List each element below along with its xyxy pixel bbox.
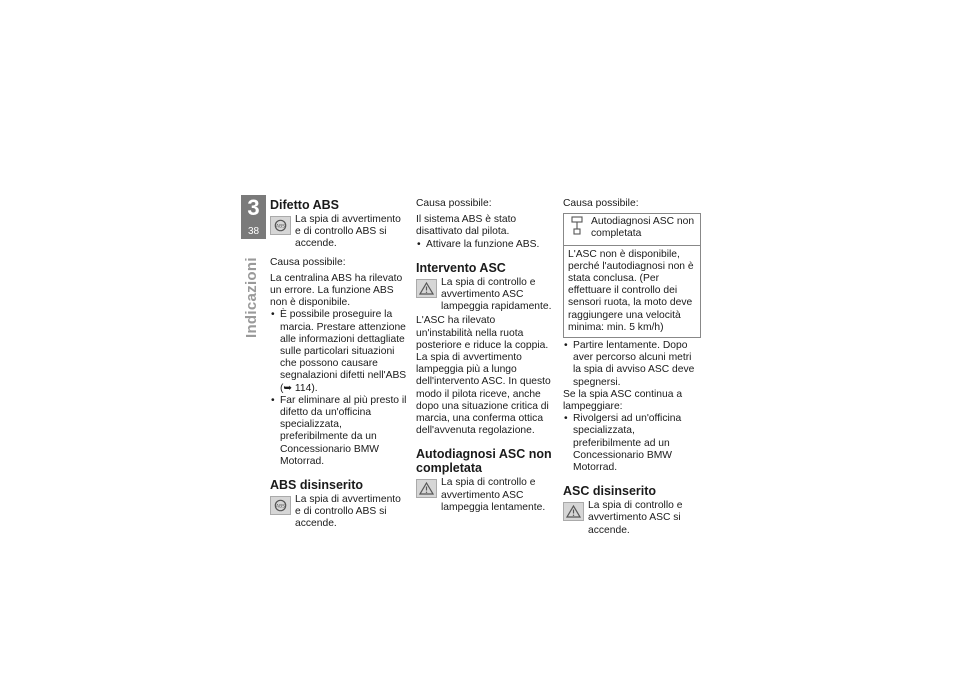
list-item: • Far eliminare al più presto il difetto da un'officina specializzata, preferibilmente da un Concessionario BMW Motorrad. <box>270 395 408 468</box>
cause-text: Il sistema ABS è stato disattivato dal pilota. <box>416 214 517 238</box>
info-box-header <box>564 214 700 245</box>
info-box-text: L'ASC non è disponibile, perché l'autodiagnosi non è stata conclusa. (Per effettuare il controllo dei sensori ruota, la moto deve raggiungere una velocità minima: min. 5 km/h) <box>568 248 694 333</box>
info-box-title: Autodiagnosi ASC non completata <box>591 216 695 240</box>
body-text: L'ASC ha rilevato un'instabilità nella ruota posteriore e riduce la coppia. La spia di avvertimento lampeggia più a lungo dell'intervento ASC. In questo modo il pilota riceve, anche dopo una situazione critica di marcia, una conferma ottica dell'avvenuta regolazione. <box>416 315 551 437</box>
body-text: Se la spia ASC continua a lampeggiare: <box>563 388 683 413</box>
action-list <box>563 413 701 474</box>
abs-warning-icon <box>270 216 291 235</box>
abs-warning-icon <box>270 496 291 515</box>
chapter-title: Indicazioni <box>243 257 260 338</box>
info-box <box>563 213 701 338</box>
section-title-abs-off: ABS disinserito <box>270 478 364 493</box>
abs-warning: ABS La spia di avvertimento e di controllo ABS si accende. <box>270 214 408 251</box>
column-1 <box>270 198 408 533</box>
section-title-abs-fault: Difetto ABS <box>270 198 339 212</box>
action-list <box>416 239 554 251</box>
cause-text: La centralina ABS ha rilevato un errore. La funzione ABS non è disponibile. <box>270 272 403 309</box>
svg-text:ABS: ABS <box>276 504 285 510</box>
section-title-asc-off: ASC disinserito <box>563 484 657 499</box>
list-item: • Partire lentamente. Dopo aver percorso alcuni metri la spia di avviso ASC deve spegnersi. <box>563 340 701 389</box>
warning-triangle-icon <box>416 479 437 498</box>
asc-warning: La spia di controllo e avvertimento ASC lampeggia lentamente. <box>416 477 554 514</box>
section-title-asc-intervention: Intervento ASC <box>416 260 506 275</box>
sensor-icon <box>568 216 585 238</box>
action-list <box>563 340 701 389</box>
list-item: • Attivare la funzione ABS. <box>416 239 554 251</box>
chapter-number: 3 <box>247 195 260 220</box>
warning-triangle-icon <box>416 279 437 298</box>
section-title-asc-selfdiag: Autodiagnosi ASC non completata <box>416 447 552 476</box>
cause-label: Causa possibile: <box>416 198 492 209</box>
page-number: 38 <box>247 226 260 237</box>
action-list <box>270 309 408 468</box>
warning-triangle-icon <box>563 502 584 521</box>
svg-text:ABS: ABS <box>276 224 285 230</box>
abs-warning: ABS La spia di avvertimento e di controllo ABS si accende. <box>270 494 408 531</box>
list-item: • È possibile proseguire la marcia. Prestare attenzione alle informazioni dettagliate sulle particolari situazioni che possono causare segnalazioni difetti nell'ABS (➥ 114). <box>270 309 408 394</box>
column-3 <box>563 198 701 539</box>
asc-warning: La spia di controllo e avvertimento ASC si accende. <box>563 500 701 537</box>
cause-label: Causa possibile: <box>563 198 639 209</box>
cause-label: Causa possibile: <box>270 256 346 268</box>
list-item: • Rivolgersi ad un'officina specializzata, preferibilmente ad un Concessionario BMW Motorrad. <box>563 413 701 474</box>
asc-warning: La spia di controllo e avvertimento ASC lampeggia rapidamente. <box>416 277 554 314</box>
column-2 <box>416 198 554 516</box>
